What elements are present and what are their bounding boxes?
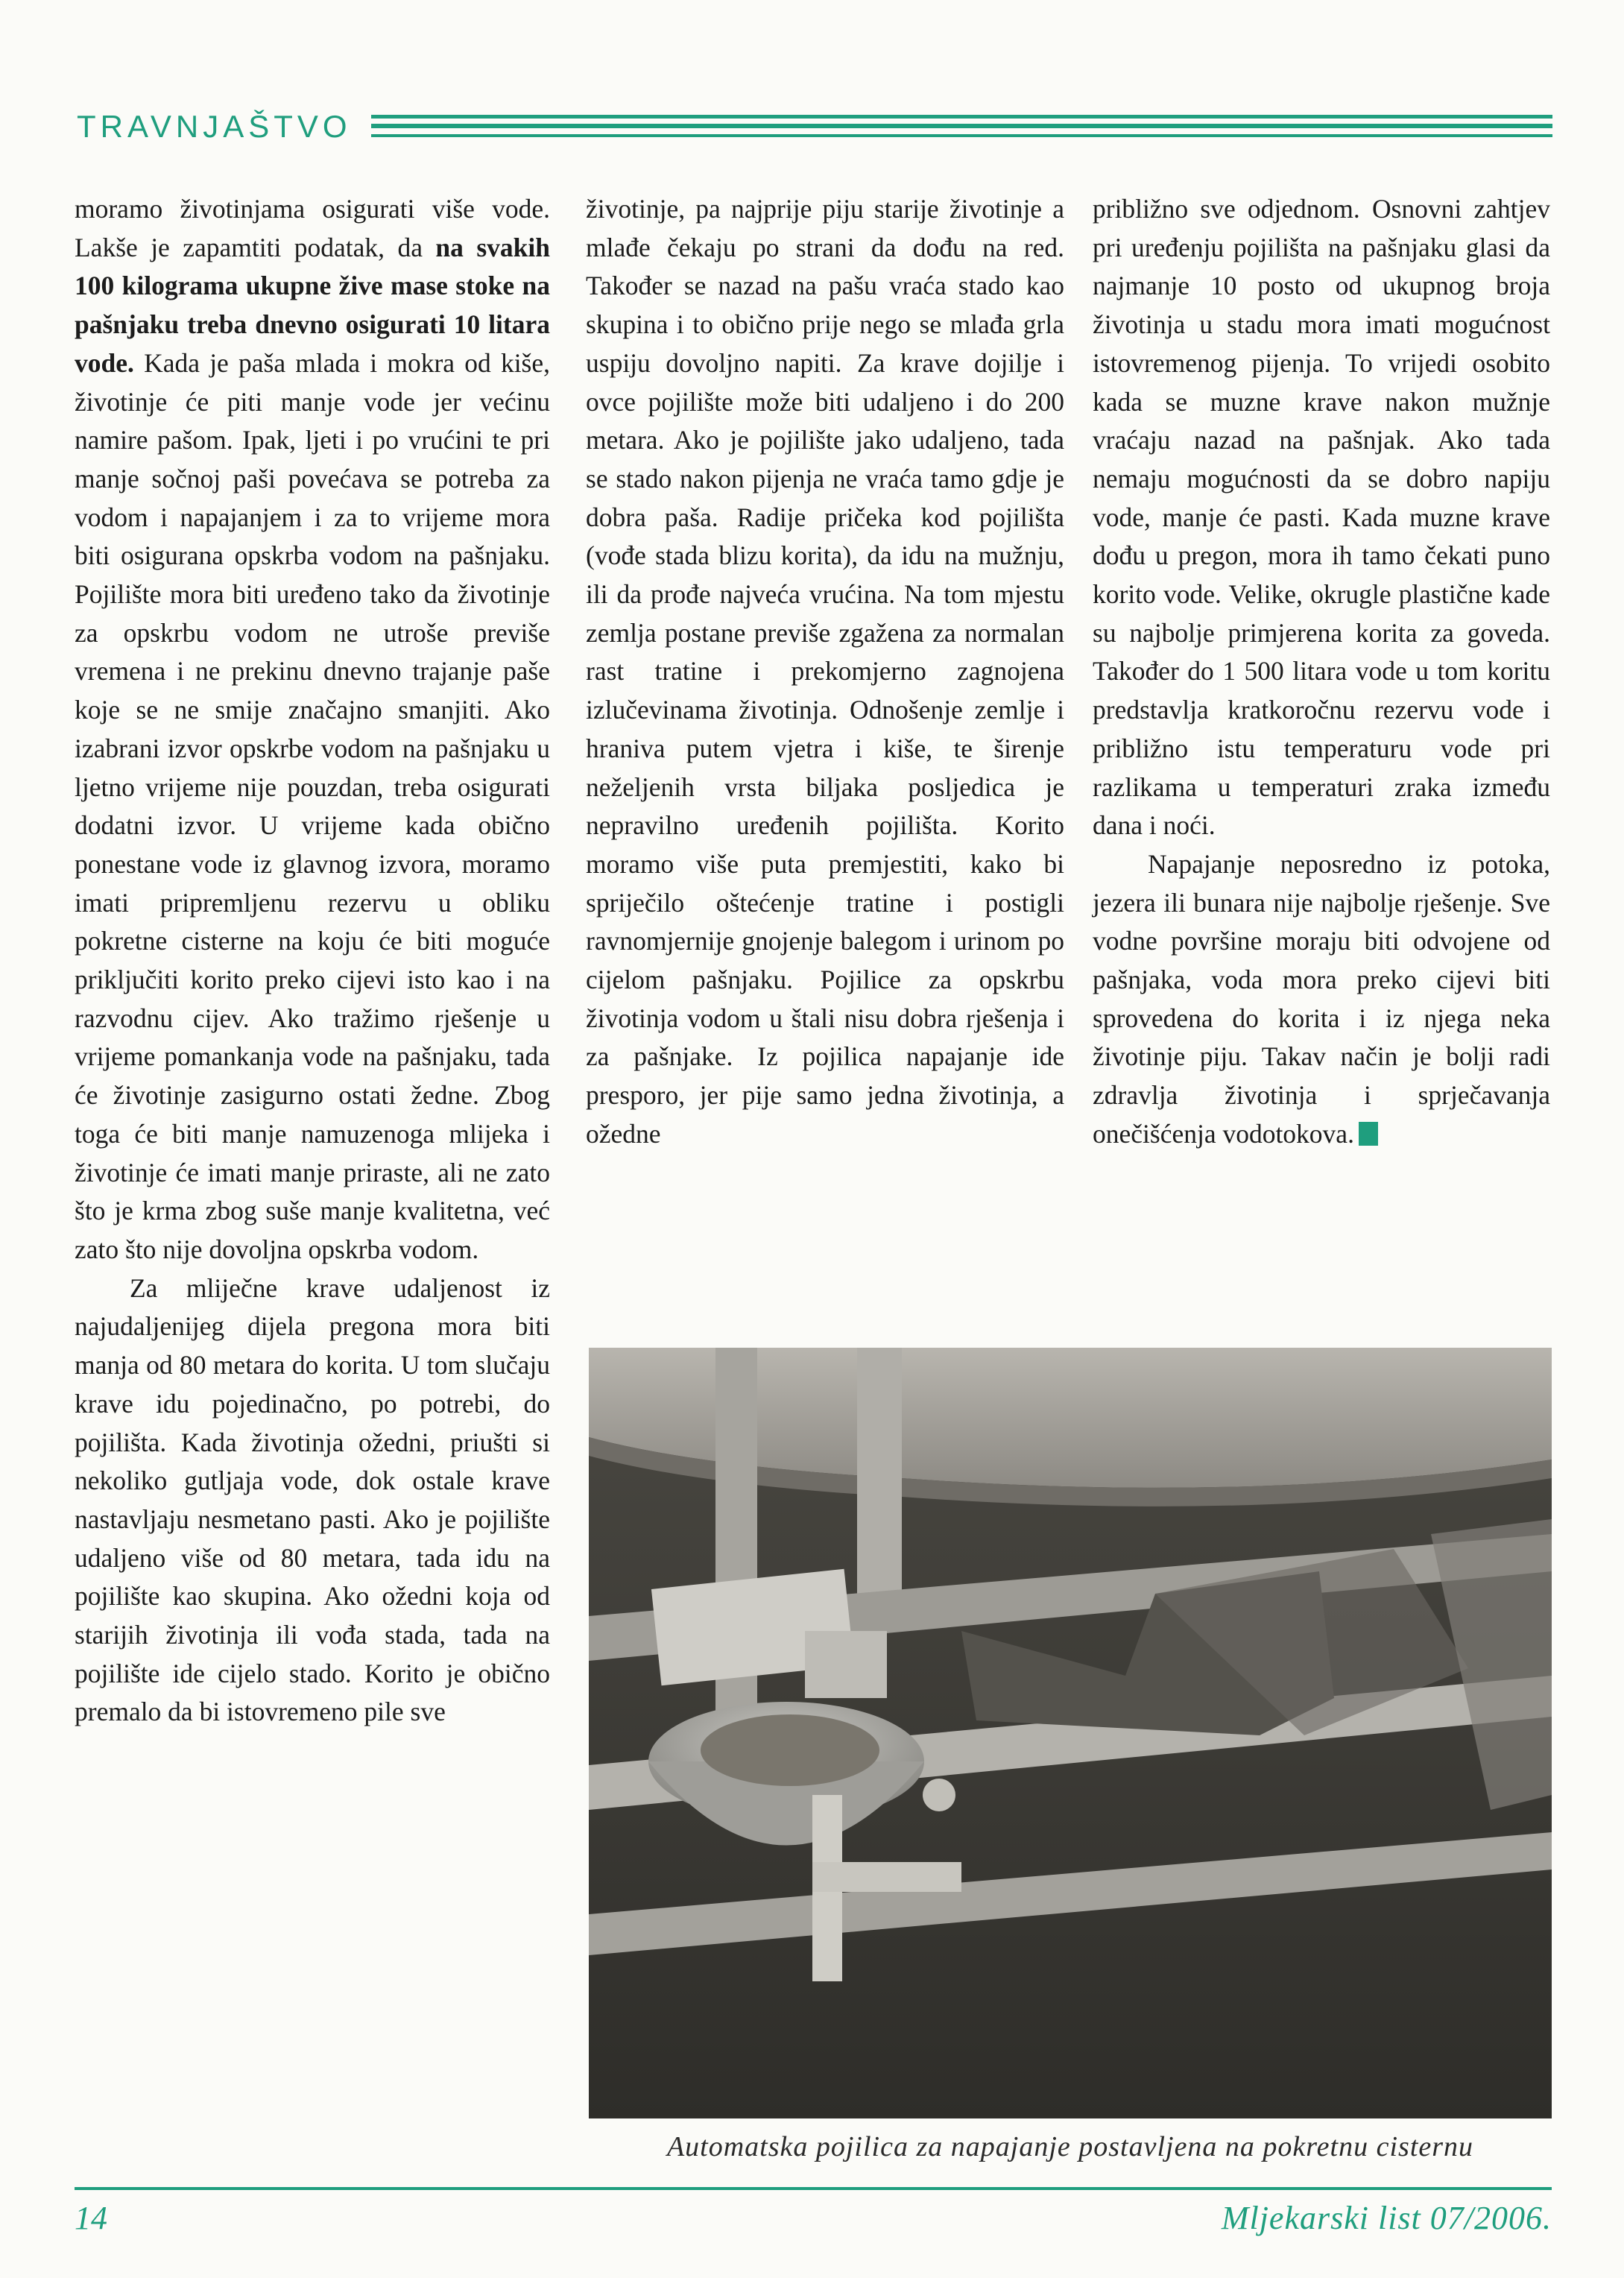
header-rule [371, 115, 1552, 119]
header-rule [371, 134, 1552, 137]
text-run: Kada je paša mlada i mokra od kiše, životinje će piti manje vode jer većinu namire pašom. Ipak, ljeti i po vrućini te pri manje sočnoj paši povećava se potreba za vodom i napajanjem i za to vrijeme mora biti osigurana opskrba vodom na pašnjaku. Pojilište mora biti uređeno tako da životinje za opskrbu vodom ne utroše previše vremena i ne prekinu dnevno trajanje paše koje se ne smije značajno smanjiti. Ako izabrani izvor opskrbe vodom na pašnjaku u ljetno vrijeme nije pouzdan, treba osigurati dodatni izvor. U vrijeme kada obično ponestane vode iz glavnog izvora, moramo imati pripremljenu rezervu u obliku pokretne cisterne na koju će biti moguće priključiti korito preko cijevi isto kao i na razvodnu cijev. Ako tražimo rješenje u vrijeme pomankanja vode na pašnjaku, tada će životinje zasigurno ostati žedne. Zbog toga će biti manje namuzenoga mlijeka i životinje će imati manje priraste, ali ne zato što je krma zbog suše manje kvalitetna, već zato što nije dovoljna opskrba vodom. [75, 347, 550, 1264]
page-number: 14 [75, 2200, 107, 2236]
highlighted-fact: na svakih 100 kilograma ukupne žive mase stoke na pašnjaku treba dnevno osigurati 10 litara vode. [75, 232, 550, 378]
page-header [77, 104, 1552, 149]
header-rule [371, 124, 1552, 128]
paragraph: životinje, pa najprije piju starije životinje a mlađe čekaju po strani da dođu na red. Također se nazad na pašu vraća stado kao skupina i to obično prije nego se mlađa grla uspiju dovoljno napiti. Za krave dojilje i ovce pojilište može biti udaljeno i do 200 metara. Ako je pojilište jako udaljeno, tada se stado nakon pijenja ne vraća tamo gdje je dobra paša. Radije pričeka kod pojilišta (vođe stada blizu korita), da idu na mužnju, ili da prođe najveća vrućina. Na tom mjestu zemlja postane previše zgažena za normalan rast tratine i prekomjerno zagnojena izlučevinama životinja. Odnošenje zemlje i hraniva putem vjetra i kiše, te širenje neželjenih vrsta biljaka posljedica je nepravilno uređenih pojilišta. Korito moramo više puta premjestiti, kako bi spriječilo oštećenje tratine i postigli ravnomjernije gnojenje balegom i urinom po cijelom pašnjaku. Pojilice za opskrbu životinja vodom u štali nisu dobra rješenja i za pašnjake. Iz pojilica napajanje ide presporo, jer pije samo jedna životinja, a ožedne [586, 194, 1064, 1149]
text-run: moramo životinjama osigurati više vode. Lakše je zapamtiti podatak, da [75, 194, 550, 262]
footer-rule [75, 2187, 1552, 2190]
article-end-mark [1359, 1122, 1378, 1146]
photo-illustration [589, 1348, 1552, 2118]
text-column-1 [75, 190, 550, 1732]
paragraph [75, 190, 550, 1269]
photo-caption: Automatska pojilica za napajanje postavljena na pokretnu cisternu [666, 2131, 1474, 2162]
text-run: Napajanje neposredno iz potoka, jezera ili bunara nije najbolje rješenje. Sve vodne površine moraju biti odvojene od pašnjaka, voda mora preko cijevi biti sprovedena do korita i iz njega neka životinje piju. Takav način je bolji radi zdravlja životinja i sprječavanja onečišćenja vodotokova. [1093, 848, 1550, 1149]
section-title: TRAVNJAŠTVO [77, 109, 352, 144]
paragraph: približno sve odjednom. Osnovni zahtjev pri uređenju pojilišta na pašnjaku glasi da najmanje 10 posto od ukupnog broja životinja u stadu mora imati mogućnost istovremenog pijenja. To vrijedi osobito kada se muzne krave nakon mužnje vraćaju nazad na pašnjak. Ako tada nemaju mogućnosti da se dobro napiju vode, manje će pasti. Kada muzne krave dođu u pregon, mora ih tamo čekati puno korito vode. Velike, okrugle plastične kade su najbolje primjerena korita za goveda. Također do 1 500 litara vode u tom koritu predstavlja kratkoročnu rezervu vode i približno istu temperaturu vode pri razlikama u temperaturi zraka između dana i noći. [1093, 194, 1550, 841]
text-column-3 [1093, 190, 1550, 1154]
photo-water-bowl [589, 1348, 1552, 2118]
text-column-2 [586, 190, 1064, 1154]
paragraph: Za mliječne krave udaljenost iz najudaljenijeg dijela pregona mora biti manja od 80 metara do korita. U tom slučaju krave idu pojedinačno, po potrebi, do pojilišta. Kada životinja ožedni, priušti si nekoliko gutljaja vode, dok ostale krave nastavljaju nesmetano pasti. Ako je pojilište udaljeno više od 80 metara, tada idu na pojilište kao skupina. Ako ožedni koja od starijih životinja ili vođa stada, tada na pojilište ide cijelo stado. Korito je obično premalo da bi istovremeno pile sve [75, 1272, 550, 1727]
publication-name: Mljekarski list 07/2006. [1221, 2200, 1552, 2236]
paragraph [1093, 845, 1550, 1154]
